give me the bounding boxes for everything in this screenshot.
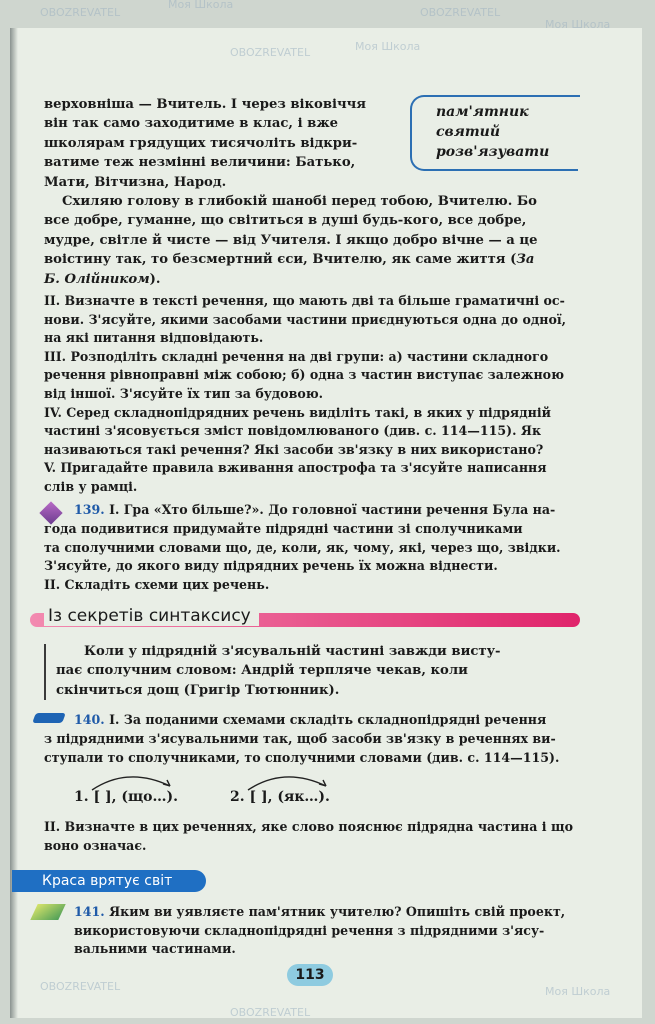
source-author: За	[516, 252, 535, 268]
source-tail: ).	[149, 271, 161, 287]
task-line: нови. З'ясуйте, якими засобами частини приєднуються одна до одної,	[44, 311, 567, 327]
watermark: Моя Школа	[545, 985, 611, 998]
exercise-140-body	[44, 730, 589, 767]
intro-paragraph	[44, 192, 584, 289]
watermark: OBOZREVATEL	[230, 46, 311, 59]
secrets-line: Коли у підрядній з'ясувальній частині завжди висту-	[84, 644, 501, 659]
exercise-139-body	[44, 520, 589, 594]
secrets-line: пає сполучним словом: Андрій терпляче чекав, коли	[56, 663, 468, 679]
exercise-line: II. Визначте в цих реченнях, яке слово пояснює підрядна частина і що	[44, 819, 573, 834]
task-line: на які питання відповідають.	[44, 330, 264, 346]
memo-box-topline	[430, 95, 580, 97]
watermark: Моя Школа	[168, 0, 234, 11]
intro-para-line: воістину так, то безсмертний єси, Вчителю, як саме життя (	[44, 252, 517, 268]
exercise-line: вальними частинами.	[74, 941, 236, 957]
task-line: III. Розподіліть складні речення на дві групи: а) частини складного	[44, 348, 549, 364]
intro-line: ватиме теж незмінні величини: Батько,	[44, 155, 356, 171]
exercise-line: I. Гра «Хто більше?». До головної частини речення Була на-	[109, 502, 556, 517]
task-line: від іншої. З'ясуйте їх тип за будовою.	[44, 385, 324, 401]
exercise-number: 141.	[74, 904, 105, 919]
exercise-line: використовуючи складнопідрядні речення з підрядними з'ясу-	[74, 922, 545, 938]
secrets-line: скінчиться дощ (Григір Тютюнник).	[56, 682, 340, 698]
memo-word: пам'ятник	[436, 104, 529, 120]
exercise-line: I. За поданими схемами складіть складнопідрядні речення	[109, 712, 547, 727]
memo-box-words	[436, 102, 549, 162]
watermark: OBOZREVATEL	[40, 6, 121, 19]
intro-para-line: Схиляю голову в глибокій шанобі перед тобою, Вчителю. Бо	[62, 194, 537, 209]
scheme-2: 2. [ ], (як…).	[230, 789, 330, 805]
exercise-line: З'ясуйте, до якого виду підрядних речень їх можна віднести.	[44, 558, 498, 574]
task-line: II. Визначте в тексті речення, що мають дві та більше граматичні ос-	[44, 293, 565, 308]
intro-line: школярам грядущих тисячоліть відкри-	[44, 135, 358, 151]
exercise-140-task2	[44, 818, 589, 855]
exercise-line: воно означає.	[44, 837, 147, 853]
exercise-line: ступали то сполучниками, то сполучними словами (див. с. 114—115).	[44, 749, 560, 765]
watermark: OBOZREVATEL	[420, 6, 501, 19]
memo-word: святий	[436, 124, 501, 140]
exercise-number: 140.	[74, 712, 105, 727]
source-author: Б. Олійником	[44, 271, 150, 287]
section-heading-krasa: Краса врятує світ	[12, 870, 206, 892]
task-line: називаються такі речення? Які засоби зв'язку в них використано?	[44, 441, 544, 457]
intro-line: він так само заходитиме в клас, і вже	[44, 116, 339, 132]
exercise-line: Яким ви уявляєте пам'ятник учителю? Опишіть свій проект,	[109, 904, 566, 919]
section-rule	[44, 644, 46, 700]
exercise-line: з підрядними з'ясувальними так, щоб засоби зв'язку в реченнях ви-	[44, 731, 556, 746]
intro-para-line: мудре, світле й чисте — від Учителя. І якщо добро вічне — а це	[44, 232, 538, 248]
intro-line: верховніша — Вчитель. І через віковіччя	[44, 97, 367, 112]
task-line: слів у рамці.	[44, 478, 138, 494]
graduation-cap-icon	[32, 713, 66, 723]
task-line: V. Пригадайте правила вживання апострофа та з'ясуйте написання	[44, 460, 547, 476]
exercise-line: года подивитися придумайте підрядні частини зі сполучниками	[44, 521, 523, 536]
task-line: речення рівноправні між собою; б) одна з частин виступає залежною	[44, 367, 564, 383]
exercise-141	[74, 903, 586, 959]
task-line: IV. Серед складнопідрядних речень виділіть такі, в яких у підрядній	[44, 404, 551, 420]
intro-para-line: все добре, гуманне, що світиться в душі будь-кого, все добре,	[44, 213, 527, 229]
watermark: OBOZREVATEL	[230, 1006, 311, 1019]
exercise-139	[74, 501, 586, 520]
exercise-line: та сполучними словами що, де, коли, як, чому, які, через що, звідки.	[44, 539, 561, 555]
section-title: Із секретів синтаксису	[44, 606, 259, 626]
intro-text	[44, 95, 404, 192]
watermark: Моя Школа	[545, 18, 611, 31]
intro-line: Мати, Вітчизна, Народ.	[44, 174, 227, 190]
exercise-number: 139.	[74, 502, 105, 517]
memo-word: розв'язувати	[436, 144, 550, 160]
page-number: 113	[287, 964, 333, 986]
exercise-line: II. Складіть схеми цих речень.	[44, 576, 270, 592]
secrets-text	[56, 642, 586, 700]
watermark: OBOZREVATEL	[40, 980, 121, 993]
tasks-block	[44, 292, 584, 497]
exercise-140	[74, 711, 586, 730]
scheme-1: 1. [ ], (що…).	[74, 789, 178, 805]
task-line: частині з'ясовується зміст повідомлюваного (див. с. 114—115). Як	[44, 423, 542, 439]
watermark: Моя Школа	[355, 40, 421, 53]
